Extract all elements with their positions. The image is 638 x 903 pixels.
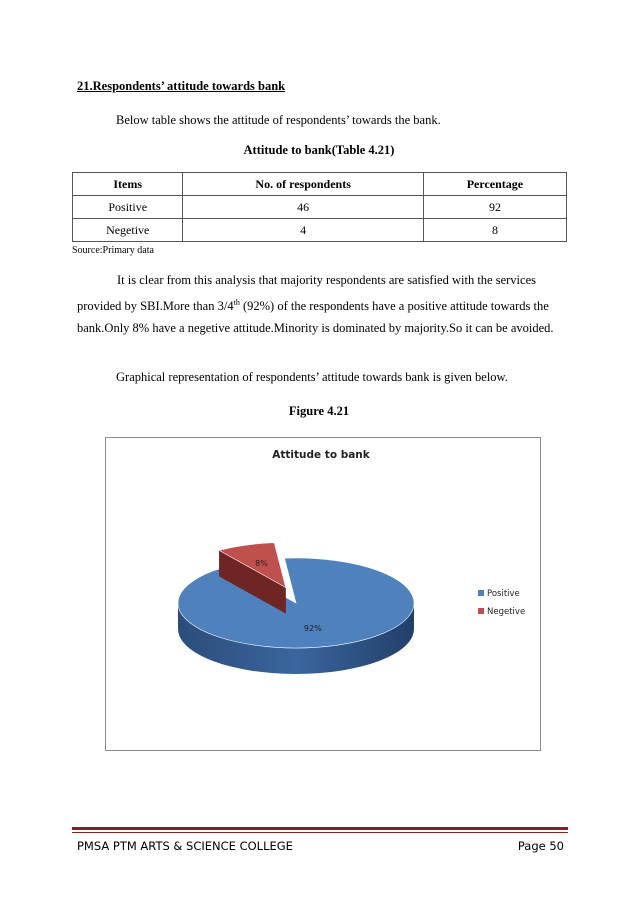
intro-text: Below table shows the attitude of respondents’ towards the bank. [116,113,441,127]
pie-slice-positive [178,558,414,674]
table-row [73,196,567,219]
table-cell: 8 [423,219,566,242]
header-items: Items [73,173,183,196]
table-source: Source:Primary data [72,245,154,256]
footer-college-name: PMSA PTM ARTS & SCIENCE COLLEGE [77,839,293,853]
footer-rule [72,827,568,830]
pie-chart [105,437,541,751]
table-cell: 46 [183,196,423,219]
data-label: 92% [303,623,322,633]
legend-swatch [478,608,484,614]
pie-chart-svg [106,438,540,750]
table-row [73,219,567,242]
footer-rule-thin [72,832,568,833]
analysis-superscript: th [233,297,240,307]
legend-label: Negetive [487,607,526,617]
graphical-intro: Graphical representation of respondents’ attitude towards bank is given below. [116,370,508,384]
header-respondents: No. of respondents [183,173,423,196]
attitude-table [72,172,567,242]
section-heading: 21.Respondents’ attitude towards bank [77,79,286,93]
legend-swatch [478,590,484,596]
analysis-text-a: It is clear from this analysis that majority respondents are satisfied with the services provided by SBI.More than 3/4 [77,273,536,313]
table-cell: Negetive [73,219,183,242]
table-cell: 92 [423,196,566,219]
footer-page-number: Page 50 [517,839,564,853]
data-label: 8% [255,559,268,569]
analysis-paragraph [77,269,557,340]
table-cell: Positive [73,196,183,219]
table-cell: 4 [183,219,423,242]
legend-label: Positive [487,589,520,599]
header-percentage: Percentage [423,173,566,196]
table-header-row [73,173,567,196]
figure-title: Figure 4.21 [288,404,350,418]
chart-title: Attitude to bank [272,449,370,461]
analysis-text-b: (92%) of the respondents have a positive attitude towards the bank.Only 8% have a negetive attitude.Minority is dominated by majority.So it can be avoided. [77,298,554,336]
table-title: Attitude to bank(Table 4.21) [243,143,395,157]
